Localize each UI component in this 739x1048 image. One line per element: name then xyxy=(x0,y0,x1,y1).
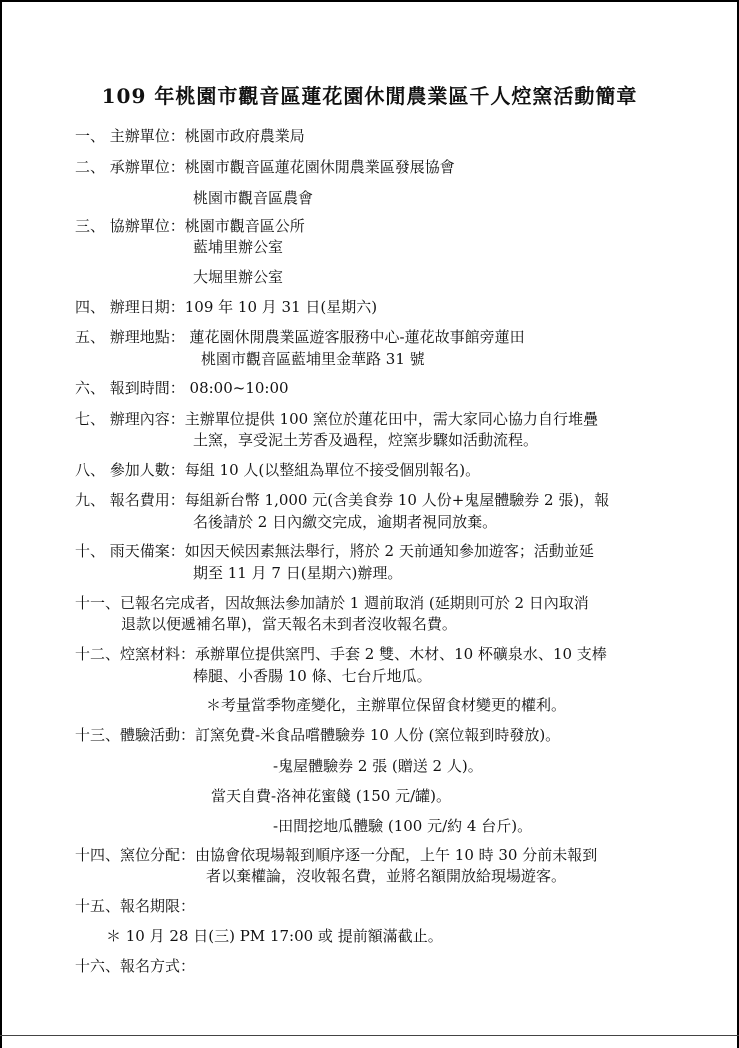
item-materials-2: 棒腿、小香腸 10 條、七台斤地瓜。 xyxy=(193,667,432,685)
item-fee: 九、 報名費用：每組新台幣 1,000 元(含美食券 10 人份+鬼屋體驗券 2 張)，報 xyxy=(75,491,610,509)
item-location-2: 桃園市觀音區藍埔里金華路 31 號 xyxy=(201,350,425,368)
item-deadline: 十五、報名期限： xyxy=(75,897,196,915)
item-undertaker: 二、 承辦單位：桃園市觀音區蓮花園休閒農業區發展協會 xyxy=(75,158,455,176)
item-activities-2: -鬼屋體驗券 2 張 (贈送 2 人)。 xyxy=(273,757,483,775)
item-rain-plan: 十、 雨天備案：如因天候因素無法舉行，將於 2 天前通知參加遊客；活動並延 xyxy=(75,542,594,560)
item-organizer: 一、 主辦單位：桃園市政府農業局 xyxy=(75,127,305,145)
item-participants: 八、 參加人數：每組 10 人(以整組為單位不接受個別報名)。 xyxy=(75,461,481,479)
document-title: 109 年桃園市觀音區蓮花園休閒農業區千人焢窯活動簡章 xyxy=(101,84,638,108)
page-left-border xyxy=(0,0,2,1048)
item-allocation-2: 者以棄權論，沒收報名費，並將名額開放給現場遊客。 xyxy=(206,867,567,885)
item-content: 七、 辦理內容：主辦單位提供 100 窯位於蓮花田中，需大家同心協力自行堆疊 xyxy=(75,410,598,428)
item-deadline-detail: ＊ 10 月 28 日(三) PM 17:00 或 提前額滿截止。 xyxy=(106,927,443,945)
item-co-organizer-2: 藍埔里辦公室 xyxy=(193,238,284,256)
item-cancellation-2: 退款以便遞補名單)，當天報名未到者沒收報名費。 xyxy=(121,615,457,633)
item-co-organizer-3: 大堀里辦公室 xyxy=(193,268,284,286)
item-registration-method: 十六、報名方式： xyxy=(75,957,196,975)
item-fee-2: 名後請於 2 日內繳交完成，逾期者視同放棄。 xyxy=(193,513,498,531)
item-materials-note: ＊考量當季物產變化，主辦單位保留食材變更的權利。 xyxy=(206,696,567,714)
item-cancellation: 十一、已報名完成者，因故無法參加請於 1 週前取消 (延期則可於 2 日內取消 xyxy=(75,594,589,612)
page-top-border xyxy=(0,0,739,2)
item-allocation: 十四、窯位分配：由協會依現場報到順序逐一分配，上午 10 時 30 分前未報到 xyxy=(75,846,598,864)
item-content-2: 土窯，享受泥土芳香及過程，焢窯步驟如活動流程。 xyxy=(193,431,539,449)
item-activities: 十三、體驗活動：訂窯免費-米食品嚐體驗券 10 人份 (窯位報到時發放)。 xyxy=(75,726,561,744)
item-date: 四、 辦理日期：109 年 10 月 31 日(星期六) xyxy=(75,298,378,316)
page-bottom-border xyxy=(0,1035,739,1036)
item-checkin-time: 六、 報到時間： 08:00~10:00 xyxy=(75,379,289,397)
item-materials: 十二、焢窯材料：承辦單位提供窯門、手套 2 雙、木材、10 杯礦泉水、10 支棒 xyxy=(75,645,607,663)
item-rain-plan-2: 期至 11 月 7 日(星期六)辦理。 xyxy=(193,564,403,582)
item-activities-4: -田間挖地瓜體驗 (100 元/約 4 台斤)。 xyxy=(273,817,533,835)
item-co-organizer: 三、 協辦單位：桃園市觀音區公所 xyxy=(75,217,305,235)
item-location: 五、 辦理地點： 蓮花園休閒農業區遊客服務中心-蓮花故事館旁蓮田 xyxy=(75,328,525,346)
item-undertaker-2: 桃園市觀音區農會 xyxy=(193,189,314,207)
item-activities-3: 當天自費-洛神花蜜餞 (150 元/罐)。 xyxy=(211,787,451,805)
